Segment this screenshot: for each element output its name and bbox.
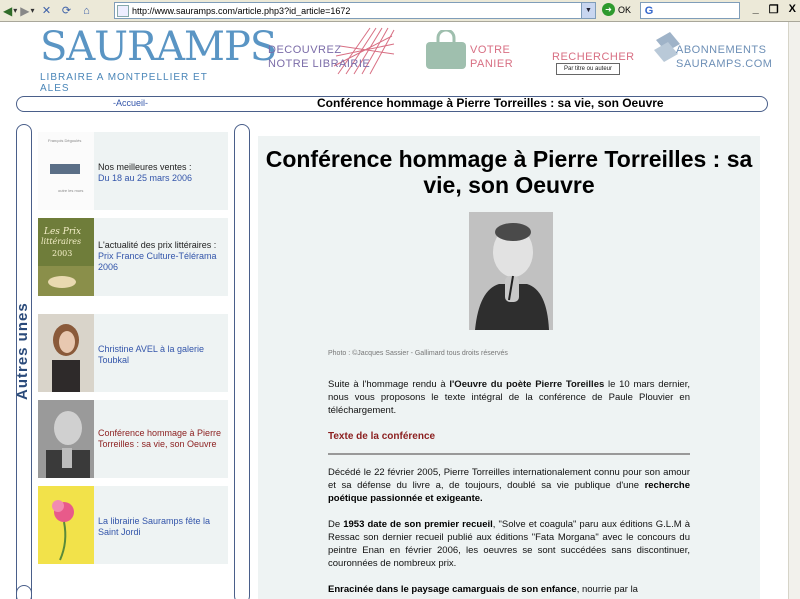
nav-panier-line2: PANIER (470, 58, 514, 70)
go-button[interactable] (602, 3, 631, 16)
back-button[interactable]: ◀ ▾ (3, 3, 18, 18)
sidebar-item-text (98, 428, 228, 450)
refresh-icon[interactable]: ⟳ (61, 5, 72, 17)
nav-votre-panier[interactable] (470, 43, 513, 71)
saint-jordi-thumbnail (38, 486, 94, 564)
prix-line1: Les Prix (44, 227, 82, 237)
christine-avel-photo (38, 314, 94, 392)
book-caption-text: outre les murs (58, 188, 84, 193)
site-search-input[interactable]: Par titre ou auteur (556, 63, 620, 75)
divider (328, 453, 690, 455)
stop-icon[interactable]: ✕ (41, 5, 52, 17)
p2-text: De (328, 519, 344, 530)
sidebar-item-text (98, 516, 228, 538)
breadcrumb (16, 96, 768, 112)
prix-line2: littéraires (41, 237, 82, 246)
article-paragraph-1 (328, 466, 690, 505)
nav-rechercher[interactable]: RECHERCHER (552, 51, 635, 63)
p2-bold: 1953 date de son premier recueil (343, 519, 493, 530)
p2-text-2: , "Solve et coagula" paru aux éditions G.L.M à Ressac son dernier recueil publié aux éditions "Fata Morgana" avec le concours du peintre Enan en février 2006, les oeuvres se sont succédées sans discontinuer, couronnées de nombreux prix. (328, 519, 690, 569)
article-paragraph-2 (328, 518, 690, 570)
nav-abo-line1: ABONNEMENTS (676, 44, 767, 56)
sidebar-next-panel (16, 585, 32, 599)
intro-bold: l'Oeuvre du poète Pierre Toreilles (449, 379, 605, 390)
book-author-text: François Dégoulès (48, 138, 82, 143)
address-url[interactable]: http://www.sauramps.com/article.php3?id_article=1672 (132, 5, 351, 16)
prix-litteraires-thumbnail (38, 218, 94, 296)
shopping-bag-icon[interactable] (424, 30, 468, 70)
p3-text: , nourrie par la (576, 584, 638, 595)
window-controls (753, 3, 796, 16)
article-panel (258, 136, 760, 599)
close-button[interactable]: X (788, 3, 796, 15)
back-dropdown-icon[interactable]: ▾ (13, 6, 18, 15)
forward-button[interactable]: ▶ ▾ (20, 3, 35, 18)
sidebar-item-link[interactable]: Christine AVEL à la galerie Toubkal (98, 344, 205, 365)
nav-abo-line2: SAURAMPS.COM (676, 58, 773, 70)
p1-bold: recherche poétique passionnée et exigeante. (328, 480, 690, 504)
google-icon: G (644, 4, 654, 17)
sidebar-item-christine-avel[interactable] (38, 314, 228, 392)
sidebar-rail-right (234, 124, 250, 599)
conference-text-link[interactable]: Texte de la conférence (328, 431, 436, 442)
breadcrumb-home-link[interactable]: -Accueil- (113, 98, 149, 108)
p1-text: Décédé le 22 février 2005, Pierre Torreilles internationalement connu pour son amour et sa défense du livre a, de toujours, doublé sa vie publique d'une (328, 467, 690, 491)
logo-wordmark: SAURAMPS (40, 24, 277, 70)
forward-dropdown-icon[interactable]: ▾ (30, 6, 35, 15)
sidebar-item-link-active[interactable]: Conférence hommage à Pierre Torreilles : sa vie, son Oeuvre (98, 428, 222, 449)
article-title: Conférence hommage à Pierre Torreilles : sa vie, son Oeuvre (265, 146, 753, 198)
p3-bold: Enracinée dans le paysage camarguais de son enfance (328, 584, 577, 595)
home-icon[interactable]: ⌂ (83, 4, 90, 17)
sidebar-heading: Autres unes (14, 302, 31, 400)
nav-abonnements[interactable] (676, 43, 772, 71)
sidebar-item-link[interactable]: Du 18 au 25 mars 2006 (98, 173, 193, 183)
prix-year: 2003 (52, 249, 73, 258)
site-logo[interactable] (40, 24, 277, 94)
article-intro (328, 378, 690, 417)
sidebar-item-text (98, 344, 228, 366)
breadcrumb-current-title: Conférence hommage à Pierre Torreilles : sa vie, son Oeuvre (317, 96, 664, 110)
address-dropdown-icon[interactable]: ▼ (581, 3, 595, 18)
photo-caption: Photo : ©Jacques Sassier - Gallimard tous droits réservés (328, 350, 508, 357)
sidebar-item-lead: L'actualité des prix littéraires : (98, 240, 217, 250)
sidebar-item-lead: Nos meilleures ventes : (98, 162, 192, 172)
go-arrow-icon: ➜ (602, 3, 615, 16)
go-label: OK (618, 4, 632, 15)
sidebar-item-saint-jordi[interactable] (38, 486, 228, 564)
sidebar-item-text (98, 240, 228, 273)
nav-decouvrez-line2: NOTRE LIBRAIRIE (268, 58, 371, 70)
sidebar-item-link[interactable]: Prix France Culture-Télérama 2006 (98, 251, 217, 272)
address-bar[interactable] (114, 2, 596, 19)
book-cover-thumbnail (38, 132, 94, 210)
sidebar-item-link[interactable]: La librairie Sauramps fête la Saint Jordi (98, 516, 211, 537)
sidebar-item-prix-litteraires[interactable] (38, 218, 228, 296)
intro-text-2: le 10 mars dernier, nous vous proposons le texte intégral de la conférence de Paule Plouvier en téléchargement. (328, 379, 690, 416)
google-search-input[interactable] (640, 2, 740, 19)
restore-button[interactable]: ❐ (768, 4, 779, 16)
minimize-button[interactable]: _ (752, 3, 759, 15)
intro-text: Suite à l'hommage rendu à (328, 379, 450, 390)
article-paragraph-3 (328, 583, 690, 596)
author-portrait (469, 212, 553, 330)
page-scrollbar[interactable] (788, 22, 800, 599)
page-icon (117, 5, 129, 17)
logo-tagline: LIBRAIRE A MONTPELLIER ET ALES (40, 72, 208, 94)
sidebar-item-text (98, 162, 192, 184)
nav-decouvrez-line1: DECOUVREZ (268, 44, 342, 56)
sidebar-item-torreilles[interactable] (38, 400, 228, 478)
nav-decouvrez-librairie[interactable] (268, 43, 370, 71)
nav-panier-line1: VOTRE (470, 44, 511, 56)
torreilles-photo-thumbnail (38, 400, 94, 478)
sidebar-item-best-sellers[interactable] (38, 132, 228, 210)
